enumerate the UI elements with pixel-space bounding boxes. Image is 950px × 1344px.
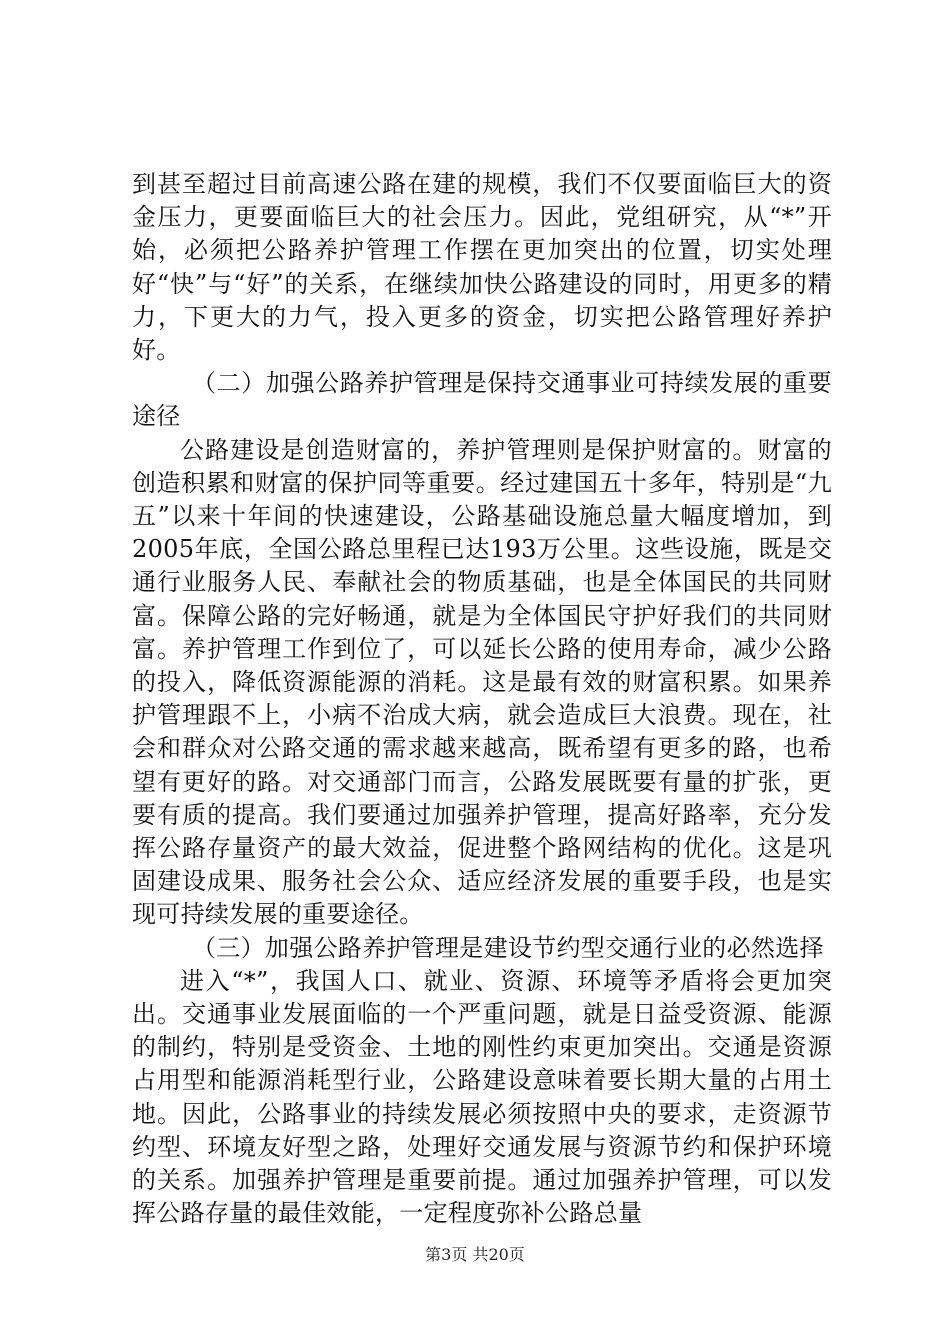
- page-footer: 第3页 共20页: [425, 1245, 525, 1264]
- body-paragraph: 进入“*”，我国人口、就业、资源、环境等矛盾将会更加突出。交通事业发展面临的一个严重问题，就是日益受资源、能源的制约，特别是受资金、土地的刚性约束更加突出。交通是资源占用型和能源消耗型行业，公路建设意味着要长期大量的占用土地。因此，公路事业的持续发展必须按照中央的要求，走资源节约型、环境友好型之路，处理好交通发展与资源节约和保护环境的关系。加强养护管理是重要前提。通过加强养护管理，可以发挥公路存量的最佳效能，一定程度弥补公路总量: [132, 966, 832, 1228]
- section-heading-3: （三）加强公路养护管理是建设节约型交通行业的必然选择: [192, 933, 824, 962]
- document-body: [132, 168, 832, 1231]
- body-paragraph-continued: 到甚至超过目前高速公路在建的规模，我们不仅要面临巨大的资金压力，更要面临巨大的社会压力。因此，党组研究，从“*”开始，必须把公路养护管理工作摆在更加突出的位置，切实处理好“快”与“好”的关系，在继续加快公路建设的同时，用更多的精力，下更大的力气，投入更多的资金，切实把公路管理好养护好。: [132, 170, 832, 365]
- section-heading-2: （二）加强公路养护管理是保持交通事业可持续发展的重要途径: [132, 369, 832, 431]
- body-paragraph: 公路建设是创造财富的，养护管理则是保护财富的。财富的创造积累和财富的保护同等重要。经过建国五十多年，特别是“九五”以来十年间的快速建设，公路基础设施总量大幅度增加，到2005年底，全国公路总里程已达193万公里。这些设施，既是交通行业服务人民、奉献社会的物质基础，也是全体国民的共同财富。保障公路的完好畅通，就是为全体国民守护好我们的共同财富。养护管理工作到位了，可以延长公路的使用寿命，减少公路的投入，降低资源能源的消耗。这是最有效的财富积累。如果养护管理跟不上，小病不治成大病，就会造成巨大浪费。现在，社会和群众对公路交通的需求越来越高，既希望有更多的路，也希望有更好的路。对交通部门而言，公路发展既要有量的扩张，更要有质的提高。我们要通过加强养护管理，提高好路率，充分发挥公路存量资产的最大效益，促进整个路网结构的优化。这是巩固建设成果、服务社会公众、适应经济发展的重要手段，也是实现可持续发展的重要途径。: [132, 435, 832, 929]
